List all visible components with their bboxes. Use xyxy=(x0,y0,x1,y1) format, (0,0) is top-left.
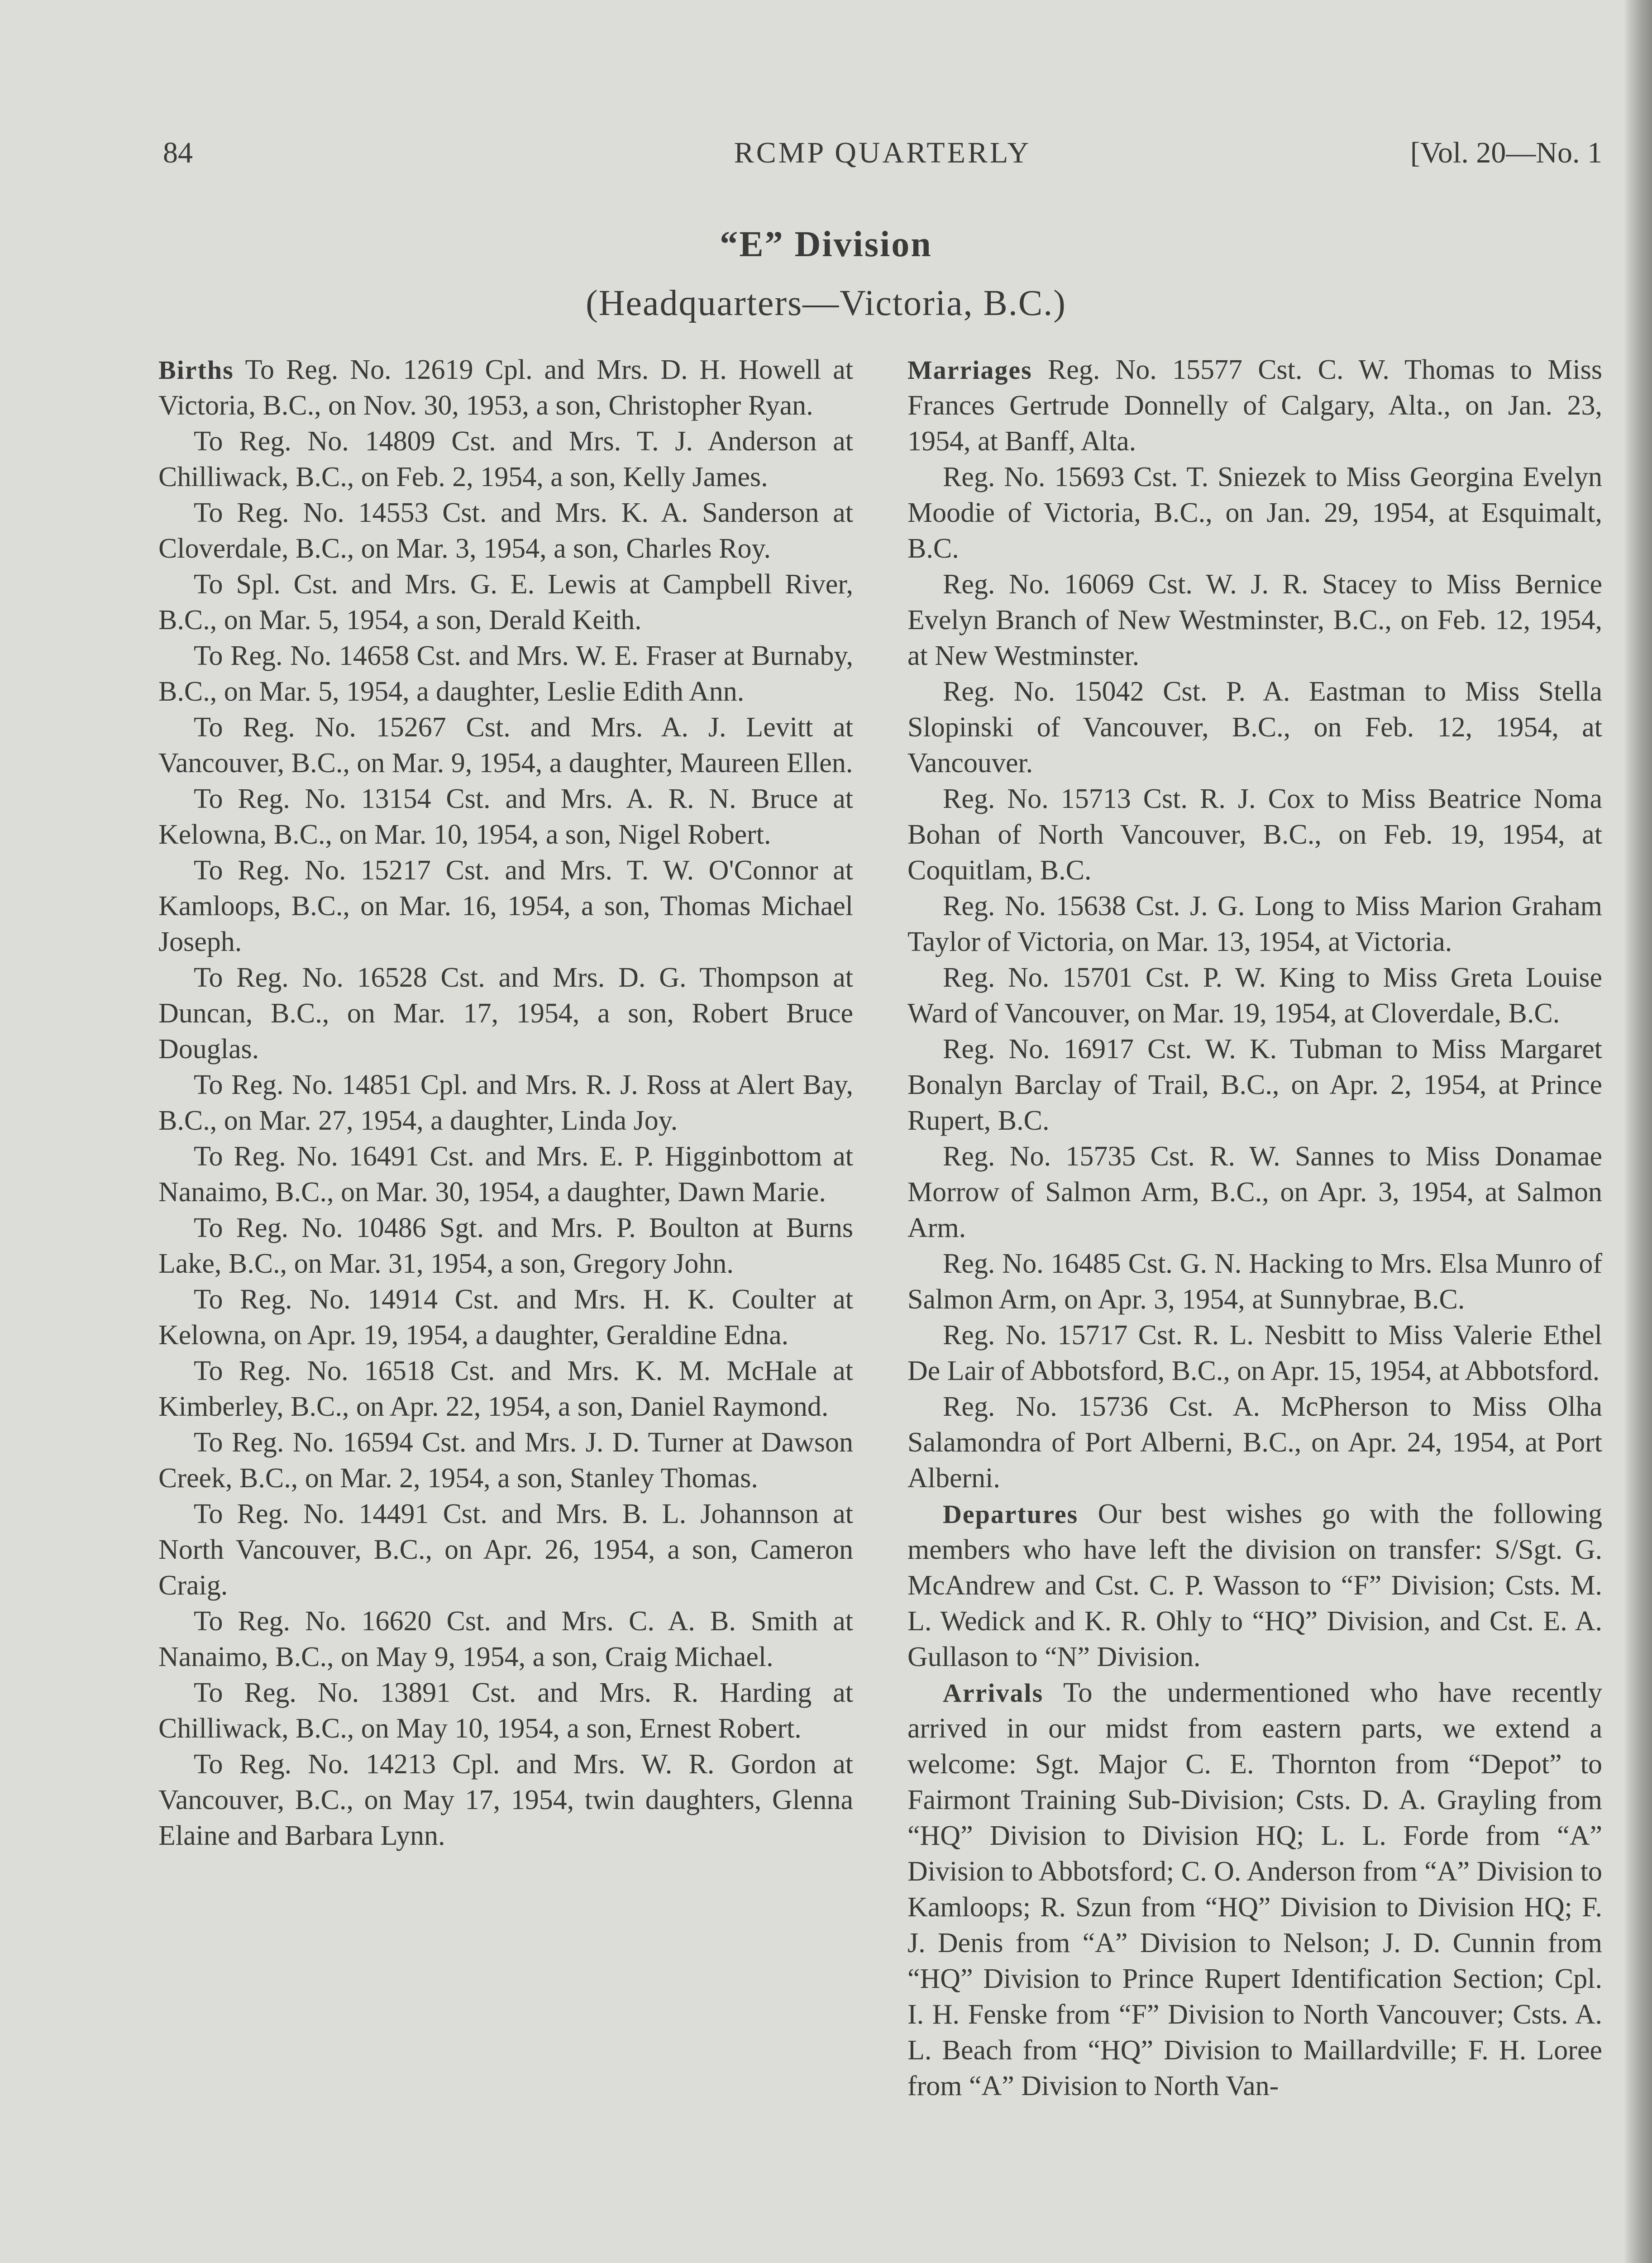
births-entry: To Spl. Cst. and Mrs. G. E. Lewis at Campbell River, B.C., on Mar. 5, 1954, a son, Derald Keith. xyxy=(158,569,853,635)
marriages-entry: Reg. No. 15693 Cst. T. Sniezek to Miss Georgina Evelyn Moodie of Victoria, B.C., on Jan. 29, 1954, at Esquimalt, B.C. xyxy=(907,462,1602,564)
births-entry: To Reg. No. 15217 Cst. and Mrs. T. W. O'Connor at Kamloops, B.C., on Mar. 16, 1954, a son, Thomas Michael Joseph. xyxy=(158,855,853,957)
marriages-entry: Reg. No. 15717 Cst. R. L. Nesbitt to Miss Valerie Ethel De Lair of Abbotsford, B.C., on Apr. 15, 1954, at Abbotsford. xyxy=(907,1320,1602,1386)
births-entry: To Reg. No. 15267 Cst. and Mrs. A. J. Levitt at Vancouver, B.C., on Mar. 9, 1954, a daughter, Maureen Ellen. xyxy=(158,712,853,778)
marriages-entry: Reg. No. 15713 Cst. R. J. Cox to Miss Beatrice Noma Bohan of North Vancouver, B.C., on Feb. 19, 1954, at Coquitlam, B.C. xyxy=(907,783,1602,886)
births-entry xyxy=(158,352,853,424)
running-header xyxy=(163,136,1602,186)
births-entry: To Reg. No. 13891 Cst. and Mrs. R. Harding at Chilliwack, B.C., on May 10, 1954, a son, Ernest Robert. xyxy=(158,1677,853,1744)
marriages-entry: Reg. No. 16485 Cst. G. N. Hacking to Mrs. Elsa Munro of Salmon Arm, on Apr. 3, 1954, at Sunnybrae, B.C. xyxy=(907,1248,1602,1315)
marriages-entry: Reg. No. 16917 Cst. W. K. Tubman to Miss Margaret Bonalyn Barclay of Trail, B.C., on Apr. 2, 1954, at Prince Rupert, B.C. xyxy=(907,1034,1602,1136)
marriages-entry: Reg. No. 16069 Cst. W. J. R. Stacey to Miss Bernice Evelyn Branch of New Westminster, B.C., on Feb. 12, 1954, at New Westminster. xyxy=(907,569,1602,671)
births-entry: To Reg. No. 16620 Cst. and Mrs. C. A. B. Smith at Nanaimo, B.C., on May 9, 1954, a son, Craig Michael. xyxy=(158,1606,853,1672)
marriages-entry: Reg. No. 15042 Cst. P. A. Eastman to Miss Stella Slopinski of Vancouver, B.C., on Feb. 12, 1954, at Vancouver. xyxy=(907,676,1602,778)
births-entry: To Reg. No. 14553 Cst. and Mrs. K. A. Sanderson at Cloverdale, B.C., on Mar. 3, 1954, a son, Charles Roy. xyxy=(158,497,853,564)
marriages-entry: Reg. No. 15736 Cst. A. McPherson to Miss Olha Salamondra of Port Alberni, B.C., on Apr. 24, 1954, at Port Alberni. xyxy=(907,1391,1602,1494)
marriages-entry: Reg. No. 15735 Cst. R. W. Sannes to Miss Donamae Morrow of Salmon Arm, B.C., on Apr. 3, 1954, at Salmon Arm. xyxy=(907,1141,1602,1243)
births-entry: To Reg. No. 16528 Cst. and Mrs. D. G. Thompson at Duncan, B.C., on Mar. 17, 1954, a son, Robert Bruce Douglas. xyxy=(158,962,853,1065)
page-edge-shadow xyxy=(1625,0,1652,2263)
marriages-heading: Marriages xyxy=(907,355,1032,385)
marriages-entry xyxy=(907,352,1602,459)
births-entry: To Reg. No. 14658 Cst. and Mrs. W. E. Fraser at Burnaby, B.C., on Mar. 5, 1954, a daughter, Leslie Edith Ann. xyxy=(158,640,853,707)
births-entry: To Reg. No. 14809 Cst. and Mrs. T. J. Anderson at Chilliwack, B.C., on Feb. 2, 1954, a son, Kelly James. xyxy=(158,426,853,492)
departures-text: Our best wishes go with the following members who have left the division on transfer: S/Sgt. G. McAndrew and Cst. C. P. Wasson to “F” Division; Csts. M. L. Wedick and K. R. Ohly to “HQ” Division, and Cst. E. A. Gullason to “N” Division. xyxy=(907,1499,1603,1672)
left-column xyxy=(158,352,853,1854)
births-entry: To Reg. No. 14491 Cst. and Mrs. B. L. Johannson at North Vancouver, B.C., on Apr. 26, 1954, a son, Cameron Craig. xyxy=(158,1499,853,1601)
journal-title: RCMP QUARTERLY xyxy=(734,136,1031,169)
marriages-entry-text: Reg. No. 15577 Cst. C. W. Thomas to Miss Frances Gertrude Donnelly of Calgary, Alta., on Jan. 23, 1954, at Banff, Alta. xyxy=(907,354,1602,457)
arrivals-heading: Arrivals xyxy=(943,1678,1044,1708)
arrivals-paragraph xyxy=(907,1675,1602,2104)
births-entry: To Reg. No. 16491 Cst. and Mrs. E. P. Higginbottom at Nanaimo, B.C., on Mar. 30, 1954, a daughter, Dawn Marie. xyxy=(158,1141,853,1208)
marriages-entry: Reg. No. 15638 Cst. J. G. Long to Miss Marion Graham Taylor of Victoria, on Mar. 13, 1954, at Victoria. xyxy=(907,891,1602,957)
departures-heading: Departures xyxy=(943,1499,1079,1529)
births-entry: To Reg. No. 14213 Cpl. and Mrs. W. R. Gordon at Vancouver, B.C., on May 17, 1954, twin daughters, Glenna Elaine and Barbara Lynn. xyxy=(158,1749,853,1851)
births-entry: To Reg. No. 16518 Cst. and Mrs. K. M. McHale at Kimberley, B.C., on Apr. 22, 1954, a son, Daniel Raymond. xyxy=(158,1356,853,1422)
issue-label: [Vol. 20—No. 1 xyxy=(1410,136,1602,169)
division-subtitle: (Headquarters—Victoria, B.C.) xyxy=(586,283,1066,323)
births-entry: To Reg. No. 16594 Cst. and Mrs. J. D. Turner at Dawson Creek, B.C., on Mar. 2, 1954, a son, Stanley Thomas. xyxy=(158,1427,853,1494)
births-entry: To Reg. No. 13154 Cst. and Mrs. A. R. N. Bruce at Kelowna, B.C., on Mar. 10, 1954, a son, Nigel Robert. xyxy=(158,783,853,850)
births-entry: To Reg. No. 10486 Sgt. and Mrs. P. Boulton at Burns Lake, B.C., on Mar. 31, 1954, a son, Gregory John. xyxy=(158,1213,853,1279)
departures-paragraph xyxy=(907,1496,1602,1675)
right-column xyxy=(907,352,1602,2104)
division-title: “E” Division xyxy=(720,224,932,264)
births-entry: To Reg. No. 14851 Cpl. and Mrs. R. J. Ross at Alert Bay, B.C., on Mar. 27, 1954, a daughter, Linda Joy. xyxy=(158,1069,853,1136)
page-number: 84 xyxy=(163,136,193,169)
births-entry-text: To Reg. No. 12619 Cpl. and Mrs. D. H. Howell at Victoria, B.C., on Nov. 30, 1953, a son, Christopher Ryan. xyxy=(158,354,853,421)
births-entry: To Reg. No. 14914 Cst. and Mrs. H. K. Coulter at Kelowna, on Apr. 19, 1954, a daughter, Geraldine Edna. xyxy=(158,1284,853,1351)
births-heading: Births xyxy=(158,355,234,385)
arrivals-text: To the undermentioned who have recently arrived in our midst from eastern parts, we extend a welcome: Sgt. Major C. E. Thornton from “Depot” to Fairmont Training Sub-Division; Csts. D. A. Grayling from “HQ” Division to Division HQ; L. L. Forde from “A” Division to Abbotsford; C. O. Anderson from “A” Division to Kamloops; R. Szun from “HQ” Division to Division HQ; F. J. Denis from “A” Division to Nelson; J. D. Cunnin from “HQ” Division to Prince Rupert Identification Section; Cpl. I. H. Fenske from “F” Division to North Vancouver; Csts. A. L. Beach from “HQ” Division to Maillardville; F. H. Loree from “A” Division to North Van- xyxy=(907,1677,1602,2101)
marriages-entry: Reg. No. 15701 Cst. P. W. King to Miss Greta Louise Ward of Vancouver, on Mar. 19, 1954, at Cloverdale, B.C. xyxy=(907,962,1602,1029)
